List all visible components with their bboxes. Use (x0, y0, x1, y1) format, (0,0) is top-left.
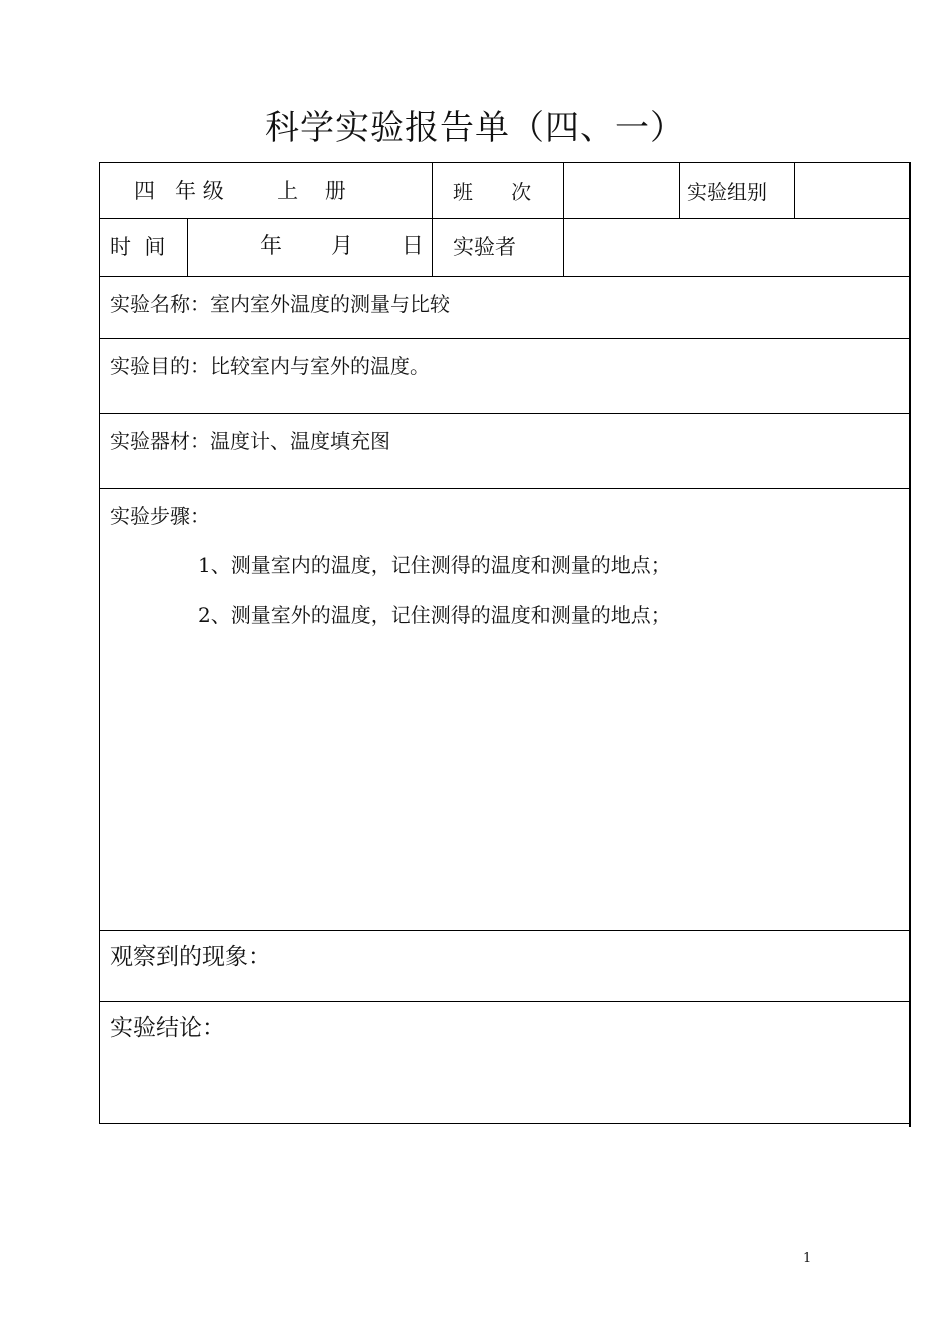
conclusion-label: 实验结论： (110, 1015, 225, 1041)
col-divider (187, 218, 188, 276)
step-item: 1、测量室内的温度，记住测得的温度和测量的地点； (198, 553, 671, 577)
time-label: 时 间 (110, 235, 166, 259)
class-label: 班 次 (453, 180, 532, 204)
row-divider (100, 413, 909, 414)
row-divider (100, 1001, 909, 1002)
experiment-purpose: 实验目的：比较室内与室外的温度。 (110, 354, 430, 378)
col-divider (794, 163, 795, 218)
col-divider (563, 163, 564, 276)
page-title: 科学实验报告单（四、一） (265, 108, 685, 148)
observation-label: 观察到的现象： (110, 944, 271, 970)
experiment-materials: 实验器材：温度计、温度填充图 (110, 429, 390, 453)
row-divider (100, 488, 909, 489)
row-divider (100, 930, 909, 931)
col-divider (679, 163, 680, 218)
report-table (99, 162, 910, 1124)
col-divider (432, 163, 433, 276)
step-item: 2、测量室外的温度，记住测得的温度和测量的地点； (198, 603, 671, 627)
experiment-name: 实验名称：室内室外温度的测量与比较 (110, 292, 450, 316)
grade-cell: 四 年 级 上 册 (134, 179, 346, 203)
experimenter-label: 实验者 (453, 235, 516, 259)
table-right-border (909, 162, 911, 1127)
row-divider (100, 276, 909, 277)
group-label: 实验组别 (687, 180, 767, 204)
page-number: 1 (803, 1251, 812, 1266)
row-divider (100, 218, 909, 219)
row-divider (100, 338, 909, 339)
steps-label: 实验步骤： (110, 504, 210, 528)
date-field[interactable]: 年 月 日 (260, 234, 424, 259)
